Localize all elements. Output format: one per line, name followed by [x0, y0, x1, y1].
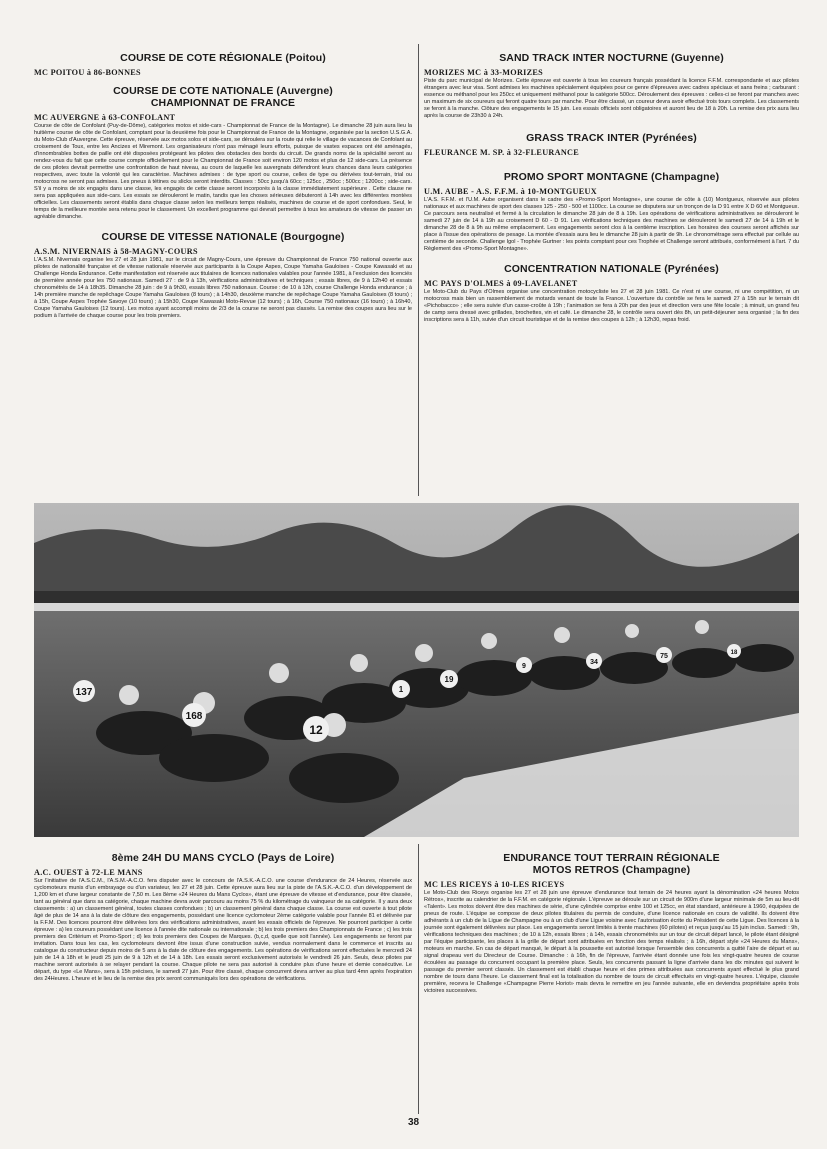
title-line: MOTOS RETROS (Champagne) — [532, 864, 691, 876]
club-name: MC LES RICEYS à 10-LES RICEYS — [424, 880, 565, 889]
section-title: SAND TRACK INTER NOCTURNE (Guyenne) — [499, 52, 724, 64]
right-bottom-column — [424, 846, 799, 1114]
section-title: PROMO SPORT MONTAGNE (Champagne) — [503, 171, 720, 183]
left-bottom-column — [34, 846, 412, 1114]
column-divider-bottom — [418, 844, 419, 1114]
club-name: FLEURANCE M. SP. à 32-FLEURANCE — [424, 148, 580, 157]
left-top-column — [34, 46, 412, 496]
club-name: MC PAYS D'OLMES à 09-LAVELANET — [424, 279, 578, 288]
number-plate: 34 — [590, 659, 598, 666]
spectators — [34, 591, 799, 603]
section-title: CONCENTRATION NATIONALE (Pyrénées) — [504, 263, 719, 275]
article-text: Le Moto-Club du Pays d'Olmes organise une concentration motocycliste les 27 et 28 juin 1981. Ce n'est ni une course, ni une compétition, ni un motocross mais bien un rassemblement de motards venant de toute la France. L'ouverture du contrôle se fera le samedi 27 à 15h sur le terrain dit «Pichobacco» ; elle sera suivie d'un casse-croûte à 19h ; l'animation se fera à 20h par des jeux et direction vers une fête locale ; à minuit, un grand feu de camp sera dressé avec grillades, brochettes, vin et café. Le dimanche 28, le contrôle sera ouvert dès 8h, un petit-déjeuner sera organisé ; la fin des inscriptions sera à 11h, suivie d'un circuit touristique et de la remise des coupes à 12h ; à 12h30, repas froid. — [424, 289, 799, 323]
number-plate: 19 — [444, 675, 454, 684]
number-plate: 12 — [309, 723, 323, 737]
barrier — [34, 603, 799, 611]
club-name: U.M. AUBE - A.S. F.F.M. à 10-MONTGUEUX — [424, 187, 597, 196]
race-photo — [34, 503, 799, 837]
title-line: COURSE DE COTE NATIONALE (Auvergne) — [113, 85, 333, 97]
page-number: 38 — [407, 1117, 420, 1128]
number-plate: 1 — [398, 685, 404, 694]
club-name: A.S.M. NIVERNAIS à 58-MAGNY-COURS — [34, 247, 198, 256]
article-text: L'A.S.M. Nivernais organise les 27 et 28 juin 1981, sur le circuit de Magny-Cours, une épreuve du Championnat de France 750 national ouverte aux pilotes de nationalité française et de vitesse nationale réservée aux participants à la Coupe Aspes, Coupe Yamaha Gauloises - Coupe Kawasaki et au Challenge Honda Endurance. Cette manifestation est réservée aux titulaires de licences nationales valables pour l'année 1981, à l'exclusion des licenciés de première année pour les 750 nationaux. Samedi 27 : de 9 à 13h, vérifications administratives et techniques ; essais libres, de 9 à 12h40 et essais chronométrés de 14 à 18h35. Dimanche 28 juin : de 9 à 9h30, essais libres 750 nationaux. Course : de 10 à 13h, course Challenge Honda endurance ; à 14h première manche de repêchage Coupe Yamaha Gauloises (8 tours) ; à 14h30, deuxième manche de repêchage Coupe Yamaha Gauloises (8 tours) ; à 15h, Coupe Aspes Trophée Savoye (10 tours) ; à 15h30, Coupe Kawasaki Moto-Revue (12 tours) ; à 16h, Course 750 nationaux (16 tours) ; à 16h40, Coupe Yamaha Gauloises (12 tours). Les motos ayant accompli moins de 2/3 de la course ne seront pas classés. La remise des coupes aura lieu sur le podium à l'arrivée de chaque course pour les trois premiers. — [34, 257, 412, 319]
club-name: MC AUVERGNE à 63-CONFOLANT — [34, 113, 176, 122]
section-title: COURSE DE VITESSE NATIONALE (Bourgogne) — [101, 231, 345, 243]
column-divider-top — [418, 44, 419, 496]
section-title: 8ème 24H DU MANS CYCLO (Pays de Loire) — [111, 852, 335, 864]
right-top-column — [424, 46, 799, 496]
club-name: A.C. OUEST à 72-LE MANS — [34, 868, 143, 877]
article-text: L'A.S. F.F.M. et l'U.M. Aube organisent dans le cadre des «Promo-Sport Montagne», une course de côte à (10) Montgueux, réservée aux pilotes nationaux et aux machines de sport des classes 125 - 250 - 500 et 1100cc. La course se disputera sur un tronçon de la D 91 entre X D 60 et Montgueux. Ce parcours sera neutralisé et fermé à la circulation le dimanche 28 juin de 8 à 19h. Les opérations de vérifications administratives se dérouleront le samedi 27 juin de 14 à 19h au croisement D 60 - D 91. Les vérifications techniques des machines se dérouleront le samedi 27 de 14 à 19h et le dimanche 28 de 8 à 9h au même emplacement. Les engagements seront clos à la centième inscription. Les horaires des courses seront affichés sur place à l'issue des opérations de pesage. La montée d'essais aura lieu le dimanche 28 juin à partir de 9h. Le chronométrage sera effectué par cellule au centième de seconde. Challenge Igol - Trophée Gurtner : les points comptant pour ces Trophée et Challenge seront attribués, conformément à l'art. 7 du Règlement des «Promo-Sport Montagne». — [424, 197, 799, 252]
title-line: CHAMPIONNAT DE FRANCE — [150, 97, 296, 109]
article-text: Course de côte de Confolant (Puy-de-Dôme), catégories motos et side-cars - Championnat de France de la Montagne). Le dimanche 28 juin aura lieu la huitième course de côte de Confolant, comptant pour la deuxième fois pour le Championnat de France de la Montagne, organisée par la section U.S.G.A. du Moto-Club d'Auvergne. Cette épreuve, réservée aux motos solos et side-cars, se déroulera sur la route qui relie le village de vacances de Confolant au croisement de Toux, entre les Ancizes et Miremont. Les organisateurs n'ont pas ménagé leurs efforts, puisque de vastes espaces ont été aménagés, d'innombrables bottes de paille ont été disposées protégeant les pilotes des obstacles des bords du circuit. De grands noms de la spécialité seront au rendez-vous du fait que cette course compte officiellement pour le Championnat de France soit environ 120 motos et plus de 12 side-cars. La présence de ces pilotes devrait permettre une confrontation de haut niveau, au cours de laquelle les auvergnats défendront leurs chances dans leurs catégories respectives, avec toute la volonté qui les caractérise. Machines admises : de type sport ou course, celles de type ou dérivées tout-terrain, trial ou motocross ne seront pas admises. Les pneus à tétines ou slicks seront interdits. Classes : 50cc jusqu'à 60cc ; 125cc , 250cc ; 500cc ; 1200cc ; side-cars. S'il y a moins de six engagés dans une classe, les engagés de cette classe seront incorporés à la classe immédiatement supérieure . Cette clause ne sera pas appliquées aux side-cars. Les essais se dérouleront le matin, tandis que les choses sérieuses débuteront à 14h avec les différentes montées officielles. Les classements seront établis dans chaque classe selon les meilleurs temps réalisés, machines de course et de sport confondues. Seul, le temps de la meilleure montée sera retenu pour le classement. Un excellent programme qui devrait permettre à tous les amateurs de vitesse de passer un agréable dimanche. — [34, 123, 412, 220]
article-text: Piste du parc municipal de Morizes. Cette épreuve est ouverte à tous les coureurs français possédant la licence F.F.M. correspondante et aux pilotes étrangers avec leur visa. Sont admises les machines spécialement équipées pour ce genre d'épreuves avec cadres spéciaux et sans freins ; carburant : essence ou méthanol pour les 250cc et uniquement méthanol pour la catégorie 500cc. Déroulement des épreuves : celles-ci se feront par manches avec un maximum de six coureurs qui feront quatre tours par manche. Pour être classé, un coureur devra avoir effectué trois tours complets. Les classements se feront à la manche. Clôture des engagements le 15 juin. Les essais officiels sont obligatoires et auront lieu de 18 à 20h. La remise des prix aura lieu après la course de 23h30 à 24h. — [424, 78, 799, 119]
number-plate: 9 — [522, 663, 526, 670]
number-plate: 137 — [75, 687, 93, 698]
section-title: GRASS TRACK INTER (Pyrénées) — [526, 132, 697, 144]
article-text: Sur l'initiative de l'A.S.C.M., l'A.S.M.-A.C.O. fera disputer avec le concours de l'A.S.K.-A.C.O. une course d'endurance de 24 Heures, réservée aux cyclomoteurs munis d'un embrayage ou d'un variateur, les 27 et 28 juin. Cette épreuve aura lieu sur la piste de l'A.S.K.-A.C.O. d'un développement de 1,200 km et d'une largeur constante de 7,50 m. Les 8ème «24 Heures du Mans Cyclos», étant une épreuve de vitesse et d'endurance, pour être classée, tant au général que dans sa catégorie, chaque machine devra avoir parcouru au moins 75 % du kilométrage du vainqueur de sa catégorie. Il y aura deux classements : a) un classement général, toutes classes confondues ; b) un classement général dans chaque classe. La course est ouverte à tout pilote âgé de plus de 14 ans à la date de clôture des engagements, possédant une licence cyclomoteur 2ème catégorie valable pour l'année 81 et délivrée par la F.F.M. Des licences pourront être délivrées lors des vérifications administratives, avant les essais officiels de l'épreuve. Ne pourront participer à cette épreuve : a) les coureurs possédant une licence à l'année dite nationale ou internationale ; b) les trois premiers des Championnats de France ; c) les trois premiers des Critérium et Promo-Sport ; d) les trois premiers des Coupes de Marques. (b,c,d, quelle que soit l'année). Les engagements se feront par invitation. Dans tous les cas, les cyclomoteurs devront être issus d'une construction suivie, vendus normalement dans le commerce et inscrits au catalogue du constructeur depuis moins de 5 ans à la date de clôture des engagements. Les opérations de vérifications seront effectuées le mercredi 24 juin de 14 à 18h et le jeudi 25 juin de 9 à 12h et de 14 à 18h. Les essais seront exclusivement autorisés le vendredi 26 juin. Seuls, deux pilotes par machine seront autorisés à se relayer pendant la course. Chaque pilote ne sera pas autorisé à conduire plus d'une heure et demie consécutive. Le départ, du type «Le Mans», sera à 15h précises, le samedi 27 juin. Pour être classé, chaque concurrent devra arriver au plus tard 4mn après l'expiration des 24Heures. L'heure et le lieu de la remise des prix seront communiqués lors des opérations de vérifications. — [34, 878, 412, 982]
motorcycle-race-photo — [34, 503, 799, 837]
number-plate: 168 — [185, 711, 203, 722]
title-line: ENDURANCE TOUT TERRAIN RÉGIONALE — [503, 852, 720, 864]
club-name: MORIZES MC à 33-MORIZES — [424, 68, 544, 77]
number-plate: 75 — [660, 653, 668, 660]
section-title: COURSE DE COTE RÉGIONALE (Poitou) — [120, 52, 326, 64]
section-title — [424, 852, 799, 876]
club-name: MC POITOU à 86-BONNES — [34, 68, 141, 77]
number-plate: 18 — [730, 650, 738, 656]
article-text: Le Moto-Club des Riceys organise les 27 et 28 juin une épreuve d'endurance tout terrain de 24 heures ayant la dénomination «24 heures Motos Rétros», inscrite au calendrier de la F.F.M. en catégorie régionale. L'épreuve se déroule sur un circuit de 900m d'une largeur minimale de 5m au lieu-dit «Talent». Les motos doivent être des machines de série, d'une cylindrée comprise entre 100 et 125cc, en état standard, antérieure à 1960, équipées de pneus de route. L'équipe se compose de deux pilotes titulaires du permis de conduire, d'une licence nationale en cours de validité. Ils doivent être adhérants à un club de la Ligue de Champagne ou à un club d'une Ligue voisine avec l'autorisation écrite du Président de cette Ligue. Des licences à la journée sont également délivrées sur place. Les engagements seront limités à trente machines (60 pilotes) et reçus jusqu'au 15 juin inclus. Samedi : 9h, vérifications techniques des machines ; de 10 à 12h, essais libres ; à 14h, essais chronométrés sur un tour de circuit départ lancé, le pilote étant désigné par l'équipe participante, les places à la grille de départ sont attribuées en fonction des temps réalisés ; à 16h, départ style «24 Heures du Mans», moteurs en marche. En cas de départ manqué, le départ à la poussette est autorisé lorsque l'ensemble des concurrents a quitté l'aire de départ et au signal drapeau vert du Directeur de Course. Dimanche : à 16h, fin de l'épreuve, l'arrivée étant donnée une fois les vingt-quatre heures de course écoulées au passage du concurrent occupant la première place. Seuls, les concurrents passant la ligne d'arrivée dans les dix minutes qui suivent le passage du premier seront classés. Un classement est établi chaque heure et des primes attribuées aux concurrents ayant effectué le plus grand nombre de tours dans l'heure. Le classement final est la totalisation du nombre de tours de circuit effectués en vingt-quatre heures. L'équipe, classée première, recevra le Challenge «Champagne Pierre Horiot» mais devra le remettre en jeu l'année suivante, elle en deviendra propriétaire après trois victoires successives. — [424, 890, 799, 994]
section-title — [34, 85, 412, 109]
